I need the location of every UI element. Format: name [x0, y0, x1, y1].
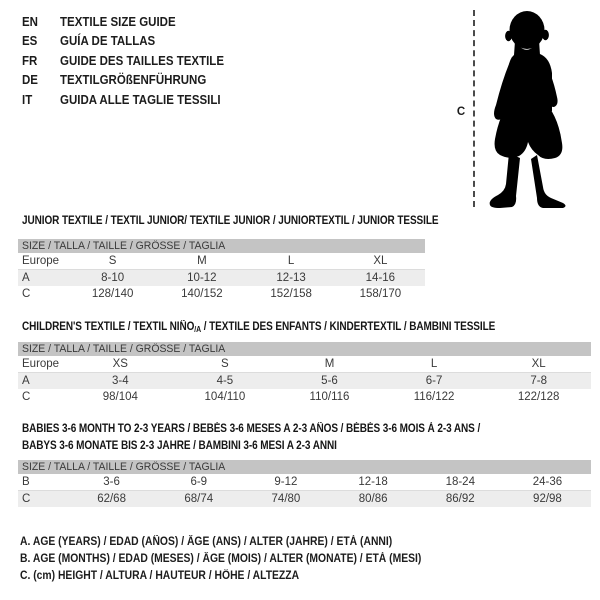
age-cell: 12-18 — [358, 476, 388, 488]
height-measure-label: C — [456, 106, 466, 118]
size-cell: XL — [531, 358, 546, 370]
children-title-subscript: /A — [194, 325, 202, 334]
language-row-en — [22, 12, 238, 32]
size-header-label: SIZE / TALLA / TAILLE / GRÖSSE / TAGLIA — [22, 461, 226, 473]
height-cell: 62/68 — [97, 493, 126, 505]
table-row-height — [18, 286, 425, 302]
children-title-text: CHILDREN'S TEXTILE / TEXTIL NIÑO — [22, 321, 195, 333]
height-cell: 140/152 — [181, 288, 223, 300]
babies-size-table — [18, 460, 591, 507]
row-label: A — [22, 375, 30, 387]
row-label: C — [22, 288, 31, 300]
row-label: Europe — [22, 255, 60, 267]
height-cell: 116/122 — [413, 391, 455, 403]
age-cell: 3-6 — [103, 476, 120, 488]
language-row-de — [22, 71, 238, 91]
size-cell: S — [221, 358, 229, 370]
footnote-a-age-years: A. AGE (YEARS) / EDAD (AÑOS) / ÂGE (ANS) / ALTER (JAHRE) / ETÀ (ANNI) — [20, 536, 393, 548]
size-cell: S — [108, 255, 117, 267]
table-row-europe — [18, 356, 591, 373]
height-cell: 128/140 — [91, 288, 134, 300]
footnote-c-height: C. (cm) HEIGHT / ALTURA / HAUTEUR / HÖHE / ALTEZZA — [20, 570, 300, 582]
row-label: C — [22, 493, 31, 505]
age-cell: 18-24 — [445, 476, 475, 488]
language-row-it — [22, 90, 238, 110]
table-row-age — [18, 270, 425, 286]
junior-section-title: JUNIOR TEXTILE / TEXTIL JUNIOR/ TEXTILE JUNIOR / JUNIORTEXTIL / JUNIOR TESSILE — [22, 215, 439, 227]
language-row-es — [22, 32, 238, 52]
height-cell: 158/170 — [359, 288, 402, 300]
table-row-height — [18, 389, 591, 405]
size-cell: L — [430, 358, 438, 370]
language-code: ES — [22, 34, 38, 49]
table-row-age — [18, 373, 591, 389]
age-cell: 6-9 — [190, 476, 208, 488]
height-cell: 80/86 — [358, 493, 388, 505]
height-cell: 98/104 — [102, 391, 138, 403]
size-cell: L — [287, 255, 295, 267]
size-cell: XL — [373, 255, 388, 267]
size-cell: XS — [112, 358, 128, 370]
height-cell: 152/158 — [270, 288, 312, 300]
children-title-text: / TEXTILE DES ENFANTS / KINDERTEXTIL / BAMBINI TESSILE — [201, 321, 496, 333]
children-table-header-bar — [18, 342, 591, 356]
height-cell: 122/128 — [517, 391, 560, 403]
age-cell: 7-8 — [530, 375, 547, 387]
size-cell: M — [324, 358, 335, 370]
age-cell: 24-36 — [532, 476, 563, 488]
height-cell: 110/116 — [309, 391, 350, 403]
baby-head — [510, 11, 545, 49]
children-size-table — [18, 342, 591, 405]
guide-title-es: GUÍA DE TALLAS — [60, 34, 156, 49]
guide-title-fr: GUIDE DES TAILLES TEXTILE — [60, 53, 225, 68]
babies-table-header-bar — [18, 460, 591, 474]
height-cell: 74/80 — [271, 493, 301, 505]
language-code: EN — [22, 14, 38, 29]
height-cell: 104/110 — [204, 391, 246, 403]
height-measure-dashed-line — [473, 10, 475, 207]
table-row-height — [18, 491, 591, 507]
height-cell: 68/74 — [184, 493, 214, 505]
row-label: B — [22, 476, 30, 488]
size-header-label: SIZE / TALLA / TAILLE / GRÖSSE / TAGLIA — [22, 240, 226, 252]
junior-size-table — [18, 239, 425, 302]
footnote-b-age-months: B. AGE (MONTHS) / EDAD (MESES) / ÂGE (MOIS) / ALTER (MONATE) / ETÀ (MESI) — [20, 553, 422, 565]
age-cell: 9-12 — [274, 476, 298, 488]
age-cell: 8-10 — [101, 272, 125, 284]
baby-silhouette-image — [482, 9, 572, 209]
language-code: DE — [22, 73, 38, 88]
guide-title-it: GUIDA ALLE TAGLIE TESSILI — [60, 92, 221, 107]
babies-section-title-line2: BABYS 3-6 MONATE BIS 2-3 JAHRE / BAMBINI 3-6 MESI A 2-3 ANNI — [22, 440, 337, 452]
guide-title-de: TEXTILGRÖßENFÜHRUNG — [60, 73, 207, 88]
age-cell: 6-7 — [425, 375, 443, 387]
table-row-age-months — [18, 474, 591, 491]
table-row-europe — [18, 253, 425, 270]
row-label: Europe — [22, 358, 60, 370]
junior-table-header-bar — [18, 239, 425, 253]
size-header-label: SIZE / TALLA / TAILLE / GRÖSSE / TAGLIA — [22, 343, 226, 355]
row-label: C — [22, 391, 31, 403]
age-cell: 10-12 — [187, 272, 217, 284]
row-label: A — [22, 272, 30, 284]
height-cell: 92/98 — [533, 493, 562, 505]
age-cell: 12-13 — [276, 272, 306, 284]
height-cell: 86/92 — [445, 493, 475, 505]
size-cell: M — [197, 255, 207, 267]
language-code: IT — [22, 92, 33, 107]
guide-title-en: TEXTILE SIZE GUIDE — [60, 14, 176, 29]
children-section-title — [22, 321, 495, 334]
age-cell: 3-4 — [111, 375, 129, 387]
language-title-block — [22, 12, 238, 110]
age-cell: 4-5 — [216, 375, 234, 387]
age-cell: 5-6 — [321, 375, 338, 387]
language-row-fr — [22, 51, 238, 71]
language-code: FR — [22, 53, 38, 68]
babies-section-title-line1: BABIES 3-6 MONTH TO 2-3 YEARS / BEBÉS 3-6 MESES A 2-3 AÑOS / BÉBÉS 3-6 MOIS À 2-3 ANS / — [22, 423, 481, 435]
age-cell: 14-16 — [365, 272, 396, 284]
